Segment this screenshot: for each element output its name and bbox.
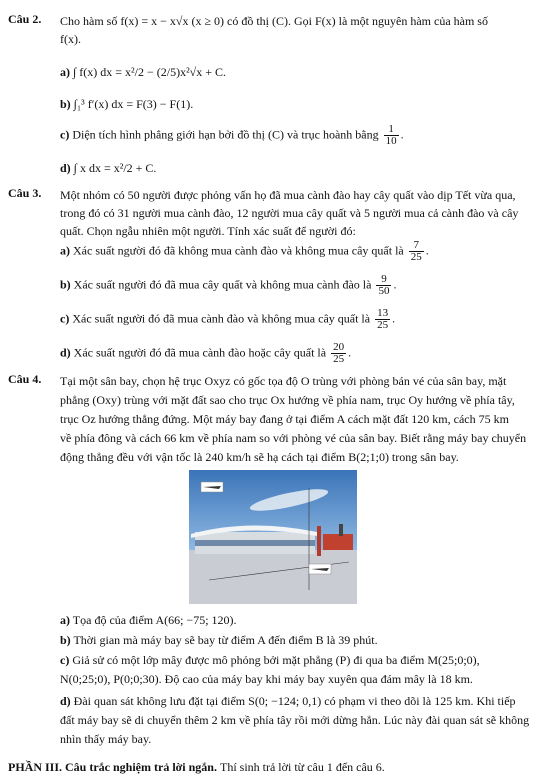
q3-option-c: c) Xác suất người đó đã mua cành đào và không mua cây quất là $\frac{13}{25}$ . — [60, 307, 396, 331]
fraction: $\frac{1}{10}$ — [385, 123, 397, 147]
airport-photo — [189, 470, 357, 604]
airplane-icon — [201, 482, 223, 492]
q4-option-c: c) Giả sử có một lớp mây được mô phỏng bởi mặt phẳng (P) đi qua ba điểm M(25;0;0), N(0;25;0), P(0;0;30). Độ cao của máy bay khi máy bay xuyên qua đám mây là 18 km. — [60, 653, 480, 686]
q4-option-b: b) Thời gian mà máy bay sẽ bay từ điểm A đến điểm B là 39 phút. — [60, 633, 378, 647]
q2-option-d: d) ∫ x dx = x²/2 + C. — [60, 161, 157, 175]
q3-option-a: a) Xác suất người đó đã không mua cành đào và không mua cây quất là $\frac{7}{25}$ . — [60, 239, 429, 263]
fraction: $\frac{7}{25}$ — [410, 239, 422, 263]
question-2-stem: Cho hàm số f(x) = x − x√x (x ≥ 0) có đồ thị (C). Gọi F(x) là một nguyên hàm của hàm số f(x). — [60, 14, 488, 46]
question-4-label: Câu 4. — [8, 372, 42, 386]
q3-option-b: b) Xác suất người đó đã mua cây quất và không mua cành đào là $\frac{9}{50}$ . — [60, 273, 397, 297]
q2-option-c: c) Diện tích hình phẳng giới hạn bởi đồ thị (C) và trục hoành bằng $\frac{1}{10}$ . — [60, 123, 404, 147]
fraction: $\frac{13}{25}$ — [377, 307, 389, 331]
q4-option-d: d) Đài quan sát không lưu đặt tại điểm S(0; −124; 0,1) có phạm vi theo dõi là 125 km. Khi tiếp đất máy bay sẽ di chuyển thêm 2 km về phía tây rồi mới dừng hẳn. Lúc này đài quan sát sẽ không nhìn thấy máy bay. — [60, 694, 530, 746]
section-heading: PHẦN III. Câu trắc nghiệm trả lời ngắn. Thí sinh trả lời từ câu 1 đến câu 6. — [8, 760, 385, 774]
fraction: $\frac{20}{25}$ — [333, 341, 345, 365]
question-3-stem: Một nhóm có 50 người được phỏng vấn họ đã mua cành đào hay cây quất vào dịp Tết vừa qua, trong đó có 31 người mua cành đào, 12 người mua cây quất và 5 người mua cả cành đào và cây quất. Chọn ngẫu nhiên một người. Tính xác suất để người đó: — [60, 188, 519, 238]
airport-illustration — [189, 470, 357, 604]
q3-option-d: d) Xác suất người đó đã mua cành đào hoặc cây quất là $\frac{20}{25}$ . — [60, 341, 352, 365]
question-3-label: Câu 3. — [8, 186, 42, 200]
q4-option-a: a) Tọa độ của điểm A(66; −75; 120). — [60, 613, 237, 627]
q2-option-b: b) ∫₁³ f′(x) dx = F(3) − F(1). — [60, 97, 194, 111]
airplane-icon — [309, 564, 331, 574]
fraction: $\frac{9}{50}$ — [378, 273, 390, 297]
question-4-stem: Tại một sân bay, chọn hệ trục Oxyz có gốc tọa độ O trùng với phòng bán vé của sân bay, mặt phẳng (Oxy) trùng với mặt đất sao cho trục Ox hướng về phía nam, trục Oy hướng về phía tây, trục Oz hướng thẳng đứng. Một máy bay đang ở tại điểm A cách mặt đất 120 km, cách 75 km về phía đông và cách 66 km về phía nam so với phòng vé của sân bay. Biết rằng máy bay chuyển động thẳng đều với vận tốc là 240 km/h sẽ hạ cách tại điểm B(2;1;0) trong sân bay. — [60, 374, 527, 464]
q2-option-a: a) ∫ f(x) dx = x²/2 − (2/5)x²√x + C. — [60, 65, 227, 79]
question-2-label: Câu 2. — [8, 12, 42, 26]
